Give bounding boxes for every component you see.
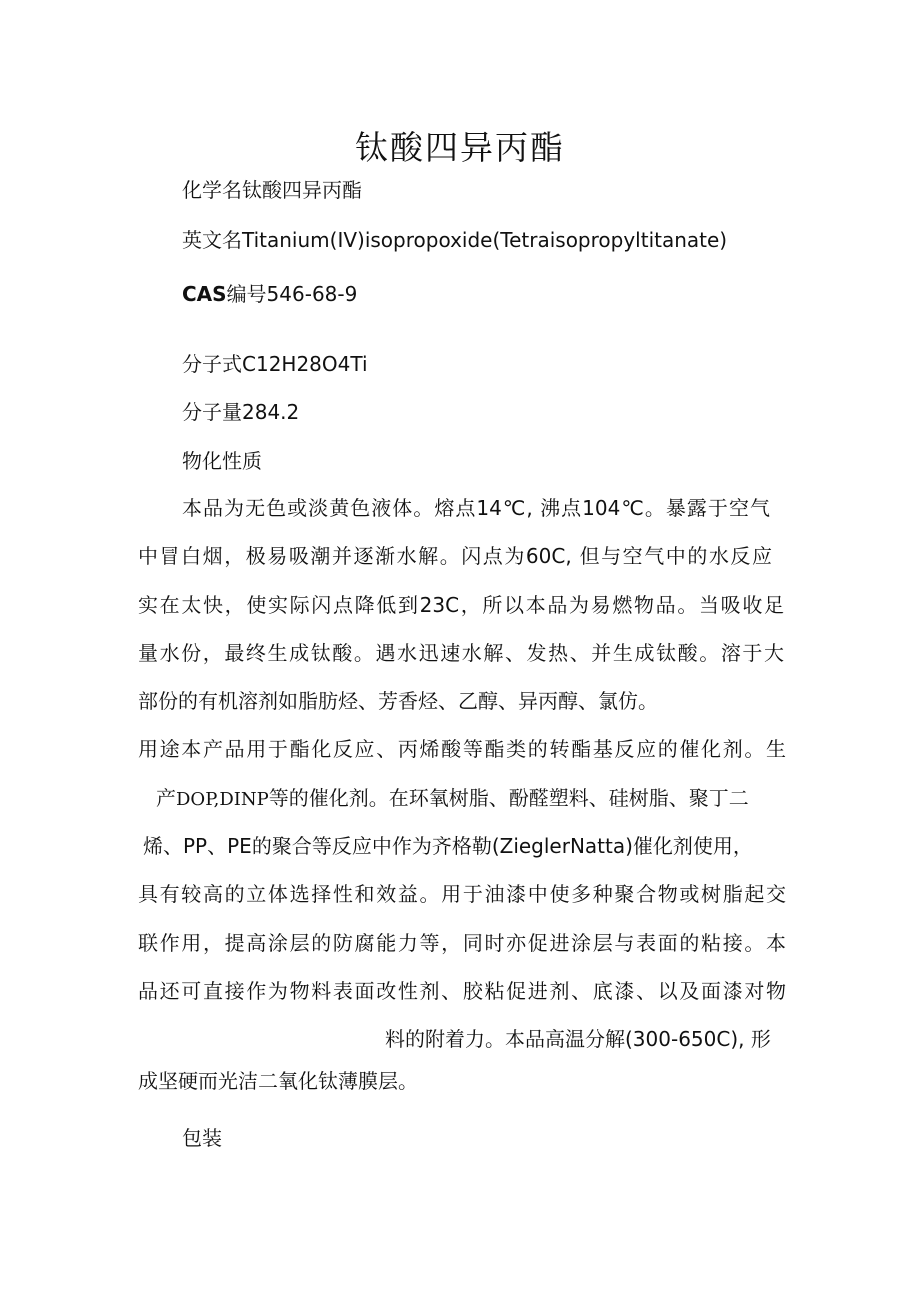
english-name-line: 英文名Titanium(IV)isopropoxide(Tetraisopropyltitanate) — [182, 228, 728, 252]
properties-line: 本品为无色或淡黄色液体。熔点14℃, 沸点104℃。暴露于空气 — [182, 496, 770, 520]
usage-line: 烯、PP、PE的聚合等反应中作为齐格勒(ZieglerNatta)催化剂使用， — [143, 834, 753, 858]
document-title: 钛酸四异丙酯 — [355, 128, 565, 168]
usage-line: 成坚硬而光洁二氧化钛薄膜层。 — [138, 1069, 418, 1093]
usage-line: 联作用，提高涂层的防腐能力等，同时亦促进涂层与表面的粘接。本 — [138, 931, 786, 955]
usage-line: 产DOP,DINP等的催化剂。在环氧树脂、酚醛塑料、硅树脂、聚丁二 — [156, 786, 749, 810]
chemical-name-line: 化学名钛酸四异丙酯 — [182, 178, 362, 202]
cas-number-value: 编号546-68-9 — [226, 282, 358, 306]
usage-line: 品还可直接作为物料表面改性剂、胶粘促进剂、底漆、以及面漆对物 — [138, 979, 786, 1003]
usage-line: 具有较高的立体选择性和效益。用于油漆中使多种聚合物或树脂起交 — [138, 882, 786, 906]
properties-line: 部份的有机溶剂如脂肪烃、芳香烃、乙醇、异丙醇、氯仿。 — [138, 689, 658, 713]
properties-heading: 物化性质 — [182, 449, 262, 473]
properties-line: 量水份，最终生成钛酸。遇水迅速水解、发热、并生成钛酸。溶于大 — [138, 641, 784, 665]
usage-line: 用途本产品用于酯化反应、丙烯酸等酯类的转酯基反应的催化剂。生 — [138, 737, 786, 761]
properties-line: 中冒白烟，极易吸潮并逐渐水解。闪点为60C, 但与空气中的水反应 — [138, 544, 772, 568]
usage-line: 料的附着力。本品高温分解(300-650C), 形 — [385, 1027, 771, 1051]
properties-line: 实在太快，使实际闪点降低到23C，所以本品为易燃物品。当吸收足 — [138, 593, 784, 617]
cas-number-line — [182, 280, 357, 308]
packaging-heading: 包装 — [182, 1126, 222, 1150]
molecular-weight-line: 分子量284.2 — [182, 400, 300, 424]
molecular-formula-line: 分子式C12H28O4Ti — [182, 352, 368, 376]
cas-label: CAS — [182, 282, 227, 306]
